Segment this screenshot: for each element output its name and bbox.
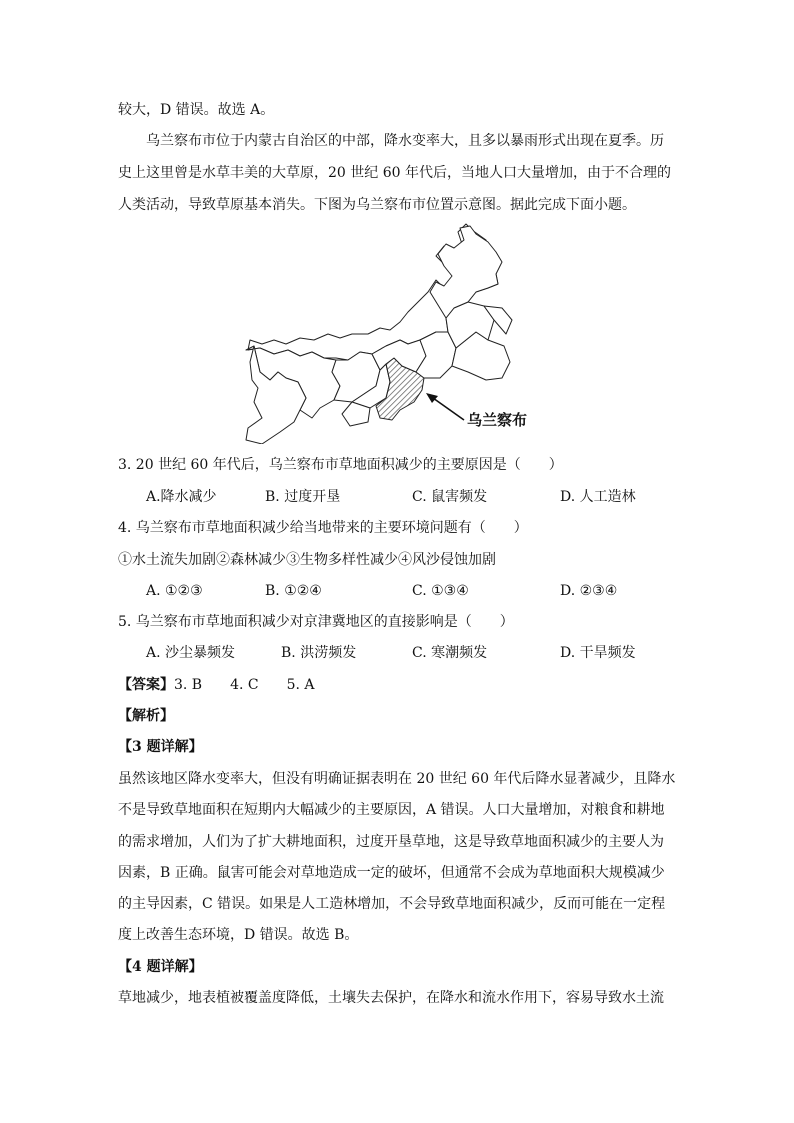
intro-line-3: 人类活动，导致草原基本消失。下图为乌兰察布市位置示意图。据此完成下面小题。 <box>118 197 636 213</box>
q3-detail-line-2: 不是导致草地面积在短期内大幅减少的主要原因，A 错误。人口大量增加，对粮食和耕地 <box>118 802 665 818</box>
carryover-text: 较大，D 错误。故选 A。 <box>118 102 275 118</box>
analysis-label: 【解析】 <box>118 708 174 724</box>
q5-option-c: C. 寒潮频发 <box>412 645 488 661</box>
q3-detail-line-5: 的主导因素，C 错误。如果是人工造林增加，不会导致草地面积减少，反而可能在一定程 <box>118 896 666 912</box>
intro-line-1: 乌兰察布市位于内蒙古自治区的中部，降水变率大，且多以暴雨形式出现在夏季。历 <box>146 133 664 149</box>
q3-detail-line-4: 因素，B 正确。鼠害可能会对草地造成一定的破坏，但通常不会成为草地面积大规模减少 <box>118 865 665 881</box>
q3-option-b: B. 过度开垦 <box>265 489 341 505</box>
q4-option-c: C. ①③④ <box>412 583 469 599</box>
q3-detail-line-3: 的需求增加，人们为了扩大耕地面积，过度开垦草地，这是导致草地面积减少的主要人为 <box>118 834 664 850</box>
q4-detail-label: 【4 题详解】 <box>118 959 203 975</box>
q4-stem: 4. 乌兰察布市草地面积减少给当地带来的主要环境问题有（ ） <box>118 520 528 536</box>
q4-items: ①水土流失加剧②森林减少③生物多样性减少④风沙侵蚀加剧 <box>118 552 496 568</box>
q5-stem: 5. 乌兰察布市草地面积减少对京津冀地区的直接影响是（ ） <box>118 614 514 630</box>
ulanqab-location-map <box>240 222 560 444</box>
q5-option-d: D. 干旱频发 <box>560 645 636 661</box>
intro-line-2: 史上这里曾是水草丰美的大草原，20 世纪 60 年代后，当地人口大量增加，由于不合理的 <box>118 165 671 181</box>
q4-option-a: A. ①②③ <box>146 583 203 599</box>
answer-row <box>118 675 315 695</box>
answer-text: 3. B 4. C 5. A <box>174 677 315 693</box>
q5-option-a: A. 沙尘暴频发 <box>146 645 236 661</box>
answer-label: 【答案】 <box>118 677 174 693</box>
q3-detail-line-1: 虽然该地区降水变率大，但没有明确证据表明在 20 世纪 60 年代后降水显著减少，且降水 <box>118 771 676 787</box>
q3-detail-label: 【3 题详解】 <box>118 739 203 755</box>
label-arrow <box>433 398 464 420</box>
q4-option-d: D. ②③④ <box>560 583 618 599</box>
q4-detail-line-1: 草地减少，地表植被覆盖度降低，土壤失去保护，在降水和流水作用下，容易导致水土流 <box>118 990 664 1006</box>
q4-option-b: B. ①②④ <box>265 583 322 599</box>
q3-option-c: C. 鼠害频发 <box>412 489 488 505</box>
q3-option-d: D. 人工造林 <box>560 489 636 505</box>
q5-option-b: B. 洪涝频发 <box>281 645 357 661</box>
q3-stem: 3. 20 世纪 60 年代后，乌兰察布市草地面积减少的主要原因是（ ） <box>118 457 563 473</box>
map-label: 乌兰察布 <box>467 411 528 429</box>
q3-detail-line-6: 度上改善生态环境，D 错误。故选 B。 <box>118 927 359 943</box>
q3-option-a: A.降水减少 <box>146 489 217 505</box>
